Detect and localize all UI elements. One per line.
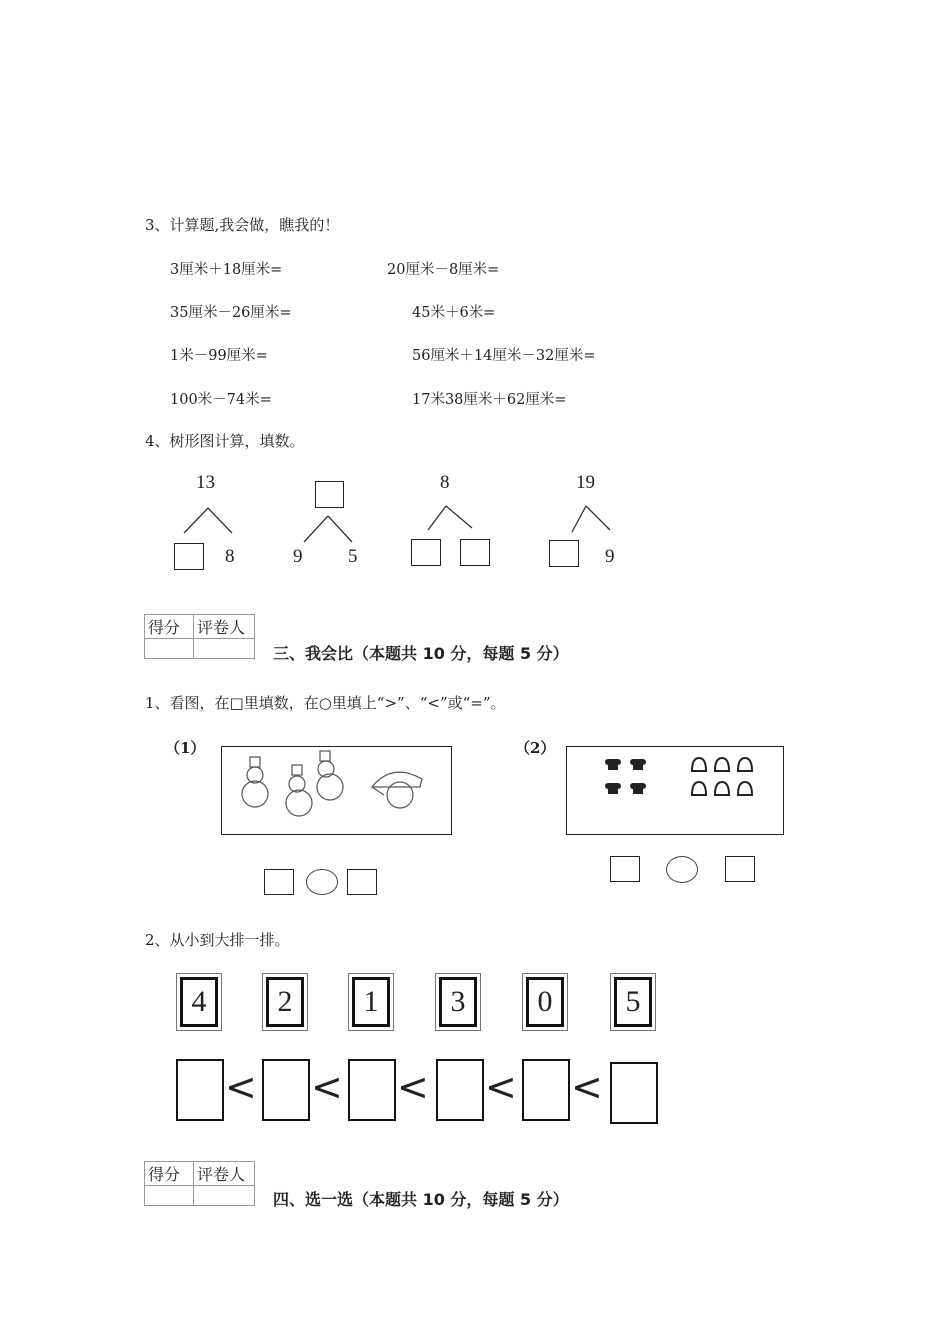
compare2-box-right[interactable]	[725, 856, 755, 882]
less-than-sign: <	[397, 1065, 429, 1109]
q4-title: 4、树形图计算，填数。	[145, 432, 305, 450]
score-header: 得分	[145, 1162, 194, 1186]
s3q1-label-2: （2）	[515, 739, 556, 757]
s3q1-title: 1、看图，在□里填数，在○里填上“>”、“<”或“=”。	[145, 694, 506, 712]
tree4-top: 19	[576, 472, 595, 493]
calc-item-7: 100米－74米=	[170, 392, 272, 408]
s3q2-title: 2、从小到大排一排。	[145, 931, 290, 949]
calc-item-5: 1米－99厘米=	[170, 348, 268, 364]
tree2-branches	[290, 510, 370, 550]
snowman-hat-picture	[222, 747, 451, 834]
snowman-icon	[242, 757, 268, 807]
less-than-sign: <	[311, 1065, 343, 1109]
number-card-4: 4	[176, 973, 222, 1031]
compare1-box-right[interactable]	[347, 869, 377, 895]
tree1-top: 13	[196, 472, 215, 493]
tree1-answer-box[interactable]	[174, 543, 204, 570]
telephone-icon	[605, 759, 646, 794]
tree1-right: 8	[225, 546, 235, 567]
score-cell[interactable]	[145, 639, 194, 659]
score-table-section4	[144, 1161, 255, 1206]
order-slot-2[interactable]	[262, 1059, 310, 1121]
tree4-right: 9	[605, 546, 615, 567]
order-slot-4[interactable]	[436, 1059, 484, 1121]
tree2-right: 5	[348, 546, 358, 567]
tree2-left: 9	[293, 546, 303, 567]
number-card-1: 1	[348, 973, 394, 1031]
score-table-section3	[144, 614, 255, 659]
order-slot-6[interactable]	[610, 1062, 658, 1124]
order-slot-3[interactable]	[348, 1059, 396, 1121]
tree4-branches	[548, 500, 628, 540]
number-card-5: 5	[610, 973, 656, 1031]
grader-cell[interactable]	[194, 1186, 255, 1206]
grader-header: 评卷人	[194, 615, 255, 639]
number-card-0: 0	[522, 973, 568, 1031]
compare2-box-left[interactable]	[610, 856, 640, 882]
less-than-sign: <	[571, 1065, 603, 1109]
s3q1-label-1: （1）	[165, 739, 206, 757]
calc-item-6: 56厘米＋14厘米－32厘米=	[412, 348, 596, 364]
section3-title: 三、我会比（本题共 10 分，每题 5 分）	[273, 644, 569, 663]
number-card-3: 3	[435, 973, 481, 1031]
order-slot-5[interactable]	[522, 1059, 570, 1121]
compare1-box-left[interactable]	[264, 869, 294, 895]
bell-icon	[692, 758, 752, 795]
grader-cell[interactable]	[194, 639, 255, 659]
tree4-answer-box[interactable]	[549, 540, 579, 567]
order-slot-1[interactable]	[176, 1059, 224, 1121]
calc-item-4: 45米＋6米=	[412, 305, 496, 321]
score-header: 得分	[145, 615, 194, 639]
grader-header: 评卷人	[194, 1162, 255, 1186]
less-than-sign: <	[485, 1065, 517, 1109]
q3-title: 3、计算题,我会做，瞧我的！	[145, 216, 340, 234]
snowman-icon	[317, 751, 343, 800]
less-than-sign: <	[225, 1065, 257, 1109]
calc-item-8: 17米38厘米＋62厘米=	[412, 392, 567, 408]
tree3-top: 8	[440, 472, 450, 493]
section4-title: 四、选一选（本题共 10 分，每题 5 分）	[273, 1190, 569, 1209]
snowman-icon	[286, 765, 312, 816]
hat-face-icon	[372, 772, 422, 808]
number-card-2: 2	[262, 973, 308, 1031]
picture-frame-2	[566, 746, 784, 835]
tree3-branches	[410, 500, 490, 540]
tree3-answer-box-right[interactable]	[460, 539, 490, 566]
calc-item-1: 3厘米＋18厘米=	[170, 262, 283, 278]
tree3-answer-box-left[interactable]	[411, 539, 441, 566]
tree2-answer-box[interactable]	[315, 481, 344, 508]
calc-item-3: 35厘米－26厘米=	[170, 305, 292, 321]
compare2-circle[interactable]	[666, 856, 698, 883]
calc-item-2: 20厘米－8厘米=	[387, 262, 500, 278]
compare1-circle[interactable]	[306, 869, 338, 895]
phones-bells-picture	[567, 747, 783, 834]
tree1-branches	[170, 500, 250, 540]
picture-frame-1	[221, 746, 452, 835]
score-cell[interactable]	[145, 1186, 194, 1206]
